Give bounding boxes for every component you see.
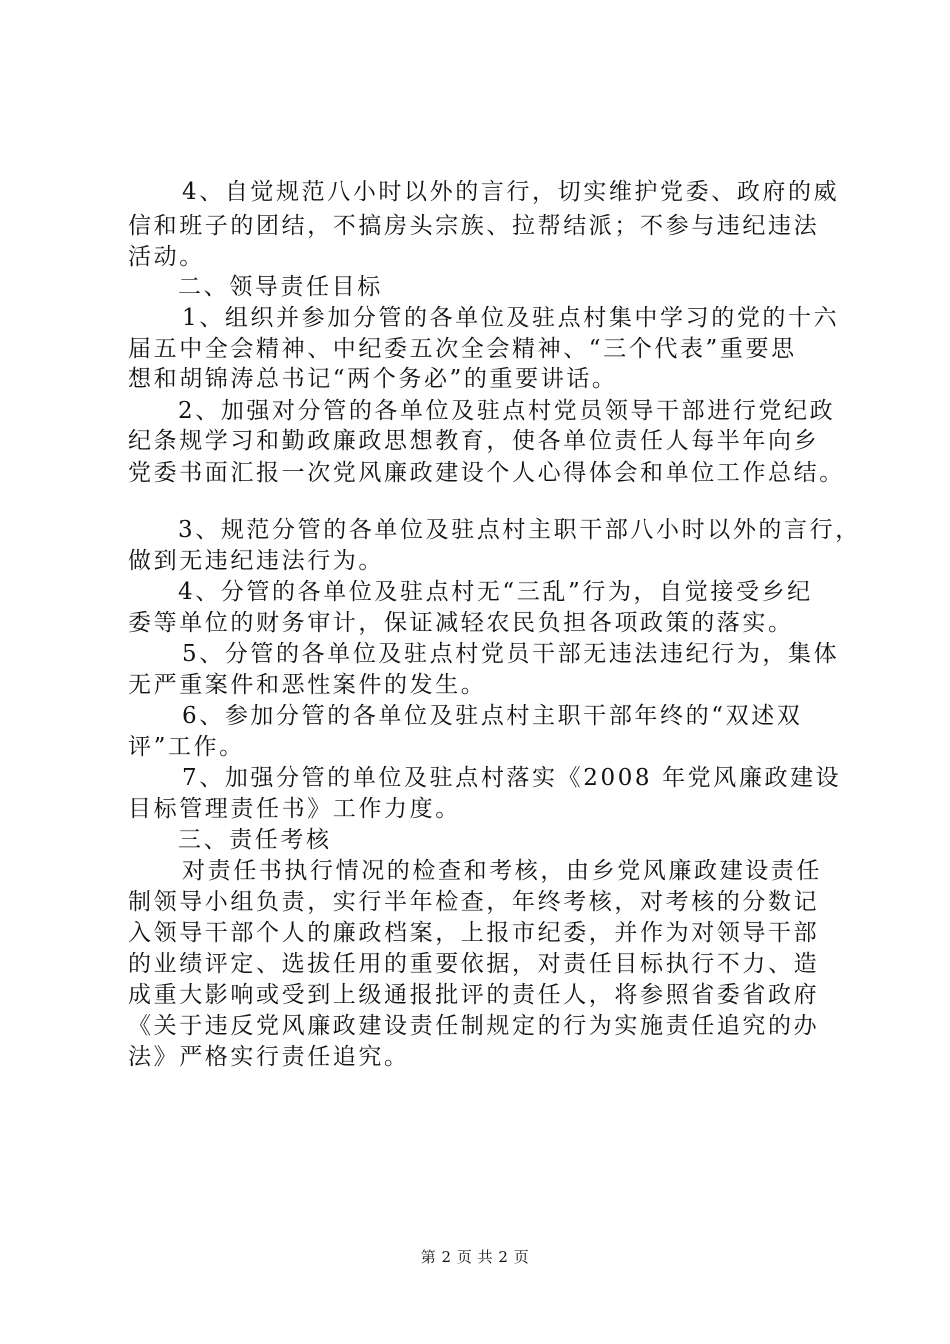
text-line: 届五中全会精神、中纪委五次全会精神、“三个代表”重要思 — [128, 336, 797, 362]
text-line: 评”工作。 — [128, 734, 245, 760]
text-line: 法》严格实行责任追究。 — [128, 1044, 410, 1070]
section-heading: 二、领导责任目标 — [178, 274, 383, 300]
text-line: 对责任书执行情况的检查和考核，由乡党风廉政建设责任 — [182, 858, 822, 884]
text-line: 做到无违纪违法行为。 — [128, 548, 384, 574]
text-line: 无严重案件和恶性案件的发生。 — [128, 672, 487, 698]
text-line: 1、组织并参加分管的各单位及驻点村集中学习的党的十六 — [182, 305, 840, 331]
text-line: 纪条规学习和勤政廉政思想教育，使各单位责任人每半年向乡 — [128, 428, 820, 454]
text-line: 信和班子的团结，不搞房头宗族、拉帮结派；不参与违纪违法 — [128, 213, 820, 239]
text-line: 想和胡锦涛总书记“两个务必”的重要讲话。 — [128, 366, 618, 392]
text-line: 成重大影响或受到上级通报批评的责任人，将参照省委省政府 — [128, 982, 820, 1008]
text-line: 制领导小组负责，实行半年检查，年终考核，对考核的分数记 — [128, 889, 820, 915]
text-line: 5、分管的各单位及驻点村党员干部无违法违纪行为，集体 — [182, 641, 840, 667]
section-heading: 三、责任考核 — [178, 827, 332, 853]
text-line: 入领导干部个人的廉政档案，上报市纪委，并作为对领导干部 — [128, 920, 820, 946]
page-footer: 第 2 页 共 2 页 — [420, 1248, 530, 1266]
text-line: 的业绩评定、选拔任用的重要依据，对责任目标执行不力、造 — [128, 951, 820, 977]
text-line: 委等单位的财务审计，保证减轻农民负担各项政策的落实。 — [128, 610, 794, 636]
text-line: 目标管理责任书》工作力度。 — [128, 796, 461, 822]
text-line: 活动。 — [128, 244, 205, 270]
text-line: 4、自觉规范八小时以外的言行，切实维护党委、政府的威 — [182, 179, 840, 205]
text-line: 4、分管的各单位及驻点村无“三乱”行为，自觉接受乡纪 — [178, 579, 813, 605]
text-line: 7、加强分管的单位及驻点村落实《2008 年党风廉政建设 — [182, 765, 842, 791]
text-line: 党委书面汇报一次党风廉政建设个人心得体会和单位工作总结。 — [128, 460, 845, 486]
text-line: 2、加强对分管的各单位及驻点村党员领导干部进行党纪政 — [178, 398, 836, 424]
text-line: 6、参加分管的各单位及驻点村主职干部年终的“双述双 — [182, 703, 803, 729]
text-line: 3、规范分管的各单位及驻点村主职干部八小时以外的言行， — [178, 517, 861, 543]
text-line: 《关于违反党风廉政建设责任制规定的行为实施责任追究的办 — [128, 1013, 820, 1039]
